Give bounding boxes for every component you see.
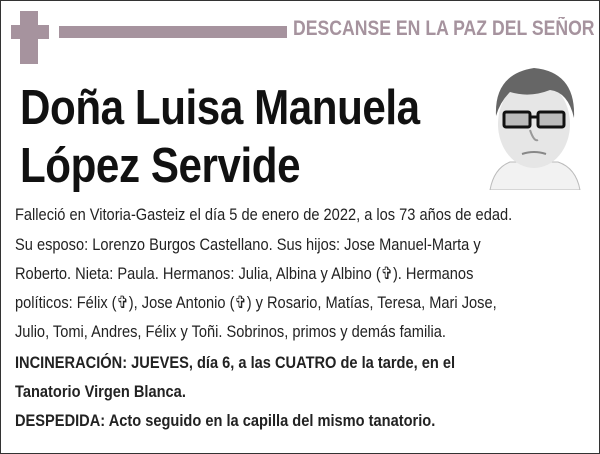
cremation-line: Tanatorio Virgen Blanca. (15, 382, 186, 401)
family-line: Julio, Tomi, Andres, Félix y Toñi. Sobrinos, primos y demás familia. (15, 322, 446, 341)
deceased-name-line1: Doña Luisa Manuela (20, 81, 420, 135)
deceased-photo (480, 58, 588, 190)
header-title: DESCANSE EN LA PAZ DEL SEÑOR (293, 17, 595, 40)
cremation-paragraph (15, 351, 583, 409)
family-line: Roberto. Nieta: Paula. Hermanos: Julia, Albina y Albino (✞). Hermanos (15, 264, 474, 283)
family-line: Su esposo: Lorenzo Burgos Castellano. Sus hijos: Jose Manuel-Marta y (15, 235, 481, 254)
obituary-body (15, 203, 583, 438)
header-divider-bar (59, 26, 287, 38)
deceased-name-line2: López Servide (20, 139, 301, 193)
family-paragraph (15, 233, 583, 349)
family-line: políticos: Félix (✞), Jose Antonio (✞) y Rosario, Matías, Teresa, Mari Jose, (15, 293, 497, 312)
death-notice: Falleció en Vitoria-Gasteiz el día 5 de enero de 2022, a los 73 años de edad. (15, 205, 513, 224)
cremation-line: INCINERACIÓN: JUEVES, día 6, a las CUATRO de la tarde, en el (15, 353, 456, 372)
farewell-paragraph: DESPEDIDA: Acto seguido en la capilla del mismo tanatorio. (15, 411, 436, 430)
